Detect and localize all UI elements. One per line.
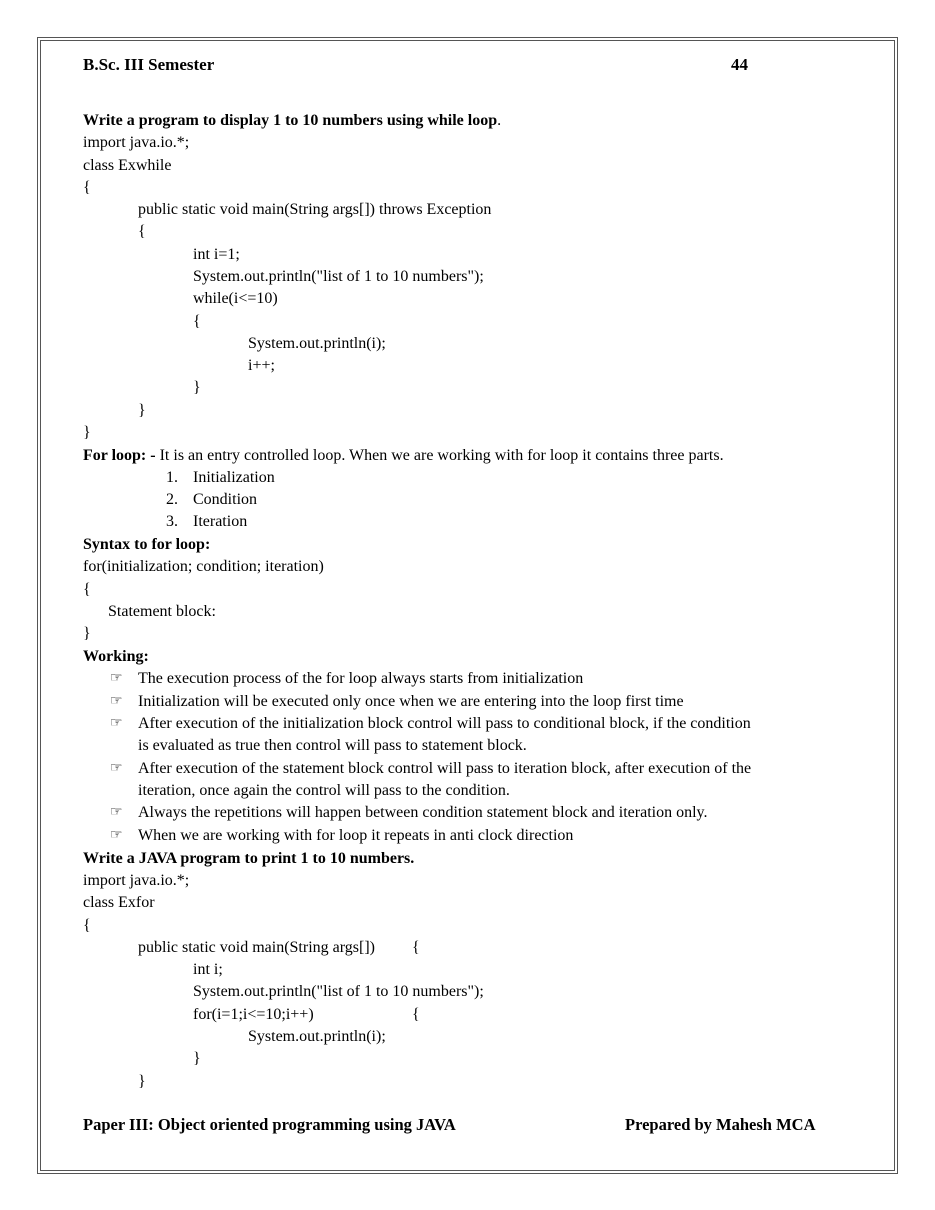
code-line: { [83, 917, 91, 934]
syntax-line: { [83, 581, 91, 598]
pointing-hand-icon: ☞ [110, 671, 123, 686]
code-line: while(i<=10) [193, 290, 278, 307]
working-item: The execution process of the for loop always starts from initialization [138, 670, 584, 687]
code-line: } [138, 402, 146, 419]
code-line: int i=1; [193, 246, 240, 263]
working-heading: Working: [83, 648, 149, 665]
code-line: { [83, 179, 91, 196]
list-number: 1. [166, 469, 178, 486]
pointing-hand-icon: ☞ [110, 694, 123, 709]
code-line: System.out.println("list of 1 to 10 numbers"); [193, 268, 484, 285]
syntax-heading: Syntax to for loop: [83, 536, 211, 553]
code-line: { [412, 939, 420, 956]
code-line: } [83, 424, 91, 441]
working-item: After execution of the statement block control will pass to iteration block, after execution of the [138, 760, 752, 777]
code-line: { [412, 1006, 420, 1023]
code-line: int i; [193, 961, 223, 978]
working-item: When we are working with for loop it repeats in anti clock direction [138, 827, 574, 844]
working-item: Always the repetitions will happen between condition statement block and iteration only. [138, 804, 708, 821]
forloop-paragraph: For loop: - It is an entry controlled loop. When we are working with for loop it contains three parts. [83, 447, 724, 464]
pointing-hand-icon: ☞ [110, 805, 123, 820]
code-line: System.out.println("list of 1 to 10 numbers"); [193, 983, 484, 1000]
code-line: { [138, 223, 146, 240]
code-line: System.out.println(i); [248, 1028, 386, 1045]
footer-paper-title: Paper III: Object oriented programming using JAVA [83, 1115, 456, 1134]
header-semester: B.Sc. III Semester [83, 55, 215, 74]
syntax-line: Statement block: [108, 603, 216, 620]
code-line: public static void main(String args[]) [138, 939, 375, 956]
list-item: Condition [193, 491, 258, 508]
list-item: Iteration [193, 513, 248, 530]
page-number: 44 [731, 55, 748, 74]
pointing-hand-icon: ☞ [110, 828, 123, 843]
list-item: Initialization [193, 469, 275, 486]
code-line: for(i=1;i<=10;i++) [193, 1006, 314, 1023]
syntax-line: } [83, 625, 91, 642]
working-item: Initialization will be executed only once when we are entering into the loop first time [138, 693, 684, 710]
working-item-continued: is evaluated as true then control will pass to statement block. [138, 737, 527, 754]
code-line: import java.io.*; [83, 872, 190, 889]
working-item-continued: iteration, once again the control will pass to the condition. [138, 782, 510, 799]
code-line: i++; [248, 357, 275, 374]
footer-author: Prepared by Mahesh MCA [625, 1115, 816, 1134]
code-line: } [138, 1073, 146, 1090]
code-line: class Exfor [83, 894, 155, 911]
code-line: { [193, 313, 201, 330]
syntax-line: for(initialization; condition; iteration) [83, 558, 324, 575]
code-line: } [193, 1050, 201, 1067]
section2-heading: Write a JAVA program to print 1 to 10 numbers. [83, 850, 415, 867]
code-line: } [193, 379, 201, 396]
working-item: After execution of the initialization block control will pass to conditional block, if the condition [138, 715, 751, 732]
code-line: import java.io.*; [83, 134, 190, 151]
code-line: public static void main(String args[]) throws Exception [138, 201, 492, 218]
code-line: class Exwhile [83, 157, 172, 174]
section1-heading: Write a program to display 1 to 10 numbers using while loop. [83, 112, 502, 129]
list-number: 3. [166, 513, 178, 530]
pointing-hand-icon: ☞ [110, 716, 123, 731]
pointing-hand-icon: ☞ [110, 761, 123, 776]
list-number: 2. [166, 491, 178, 508]
code-line: System.out.println(i); [248, 335, 386, 352]
